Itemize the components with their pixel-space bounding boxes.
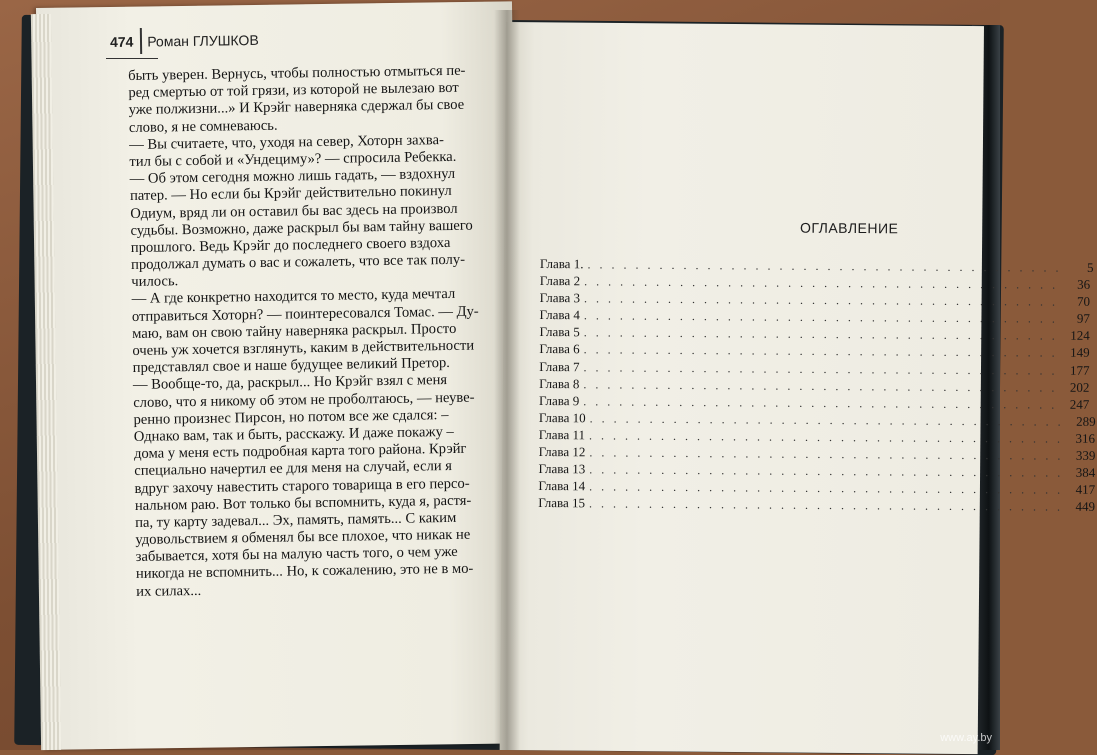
text-line: патер. — Но если бы Крэйг действительно покинул (129, 183, 452, 205)
text-line: па, ту карту задевал... Эх, память, память... С каким (135, 509, 457, 531)
text-line: ренно произнес Пирсон, но потом все же сдался: – (133, 406, 449, 428)
toc-leader-dots: . . . . . . . . . . . . . . . . . . . . . . . . . . . . . . . . . . . . . . . . (587, 257, 1062, 275)
text-line: — Об этом сегодня можно лишь гадать, — вздохнул (129, 166, 456, 188)
text-line: Одиум, вряд ли он оставил бы вас здесь на произвол (130, 200, 458, 222)
text-line: быть уверен. Вернусь, чтобы полностью отмыться пе- (128, 62, 466, 84)
text-line: — А где конкретно находится то место, куда мечтал (131, 286, 456, 308)
toc-page-number: 289 (1076, 413, 1096, 429)
toc-chapter-label: Глава 7 (539, 358, 580, 374)
toc-title: ОГЛАВЛЕНИЕ (799, 219, 899, 237)
toc-page-number: 339 (1075, 447, 1096, 463)
toc-page-number: 384 (1075, 464, 1096, 481)
table-of-contents (538, 256, 1096, 515)
text-line: удовольствием я обменял бы все плохое, что никак не (135, 526, 471, 549)
toc-leader-dots: . . . . . . . . . . . . . . . . . . . . . . . . . . . . . . . . . . . . . . . . (589, 496, 1064, 514)
toc-leader-dots: . . . . . . . . . . . . . . . . . . . . . . . . . . . . . . . . . . . . . . . . (589, 479, 1064, 497)
body-text (128, 62, 508, 601)
toc-chapter-label: Глава 3 (539, 290, 581, 306)
toc-chapter-label: Глава 1. (539, 256, 584, 272)
text-line: очень уж хочется взглянуть, каким в действительности (132, 337, 475, 359)
text-line: тил бы с собой и «Ундециму»? — спросила Ребекка. (129, 148, 457, 170)
text-line: дома у меня есть подробная карта того района. Крэйг (133, 440, 467, 463)
header-divider (140, 28, 142, 54)
toc-leader-dots: . . . . . . . . . . . . . . . . . . . . . . . . . . . . . . . . . . . . . . . . (583, 376, 1058, 395)
text-line: представлял свое и наше будущее великий Претор. (132, 355, 451, 377)
toc-leader-dots: . . . . . . . . . . . . . . . . . . . . . . . . . . . . . . . . . . . . . . . . (589, 462, 1064, 480)
toc-page-number: 417 (1075, 481, 1096, 498)
header-underline (106, 58, 158, 59)
text-line: их силах... (136, 582, 202, 600)
toc-chapter-label: Глава 11 (538, 426, 586, 443)
toc-page-number: 449 (1075, 499, 1096, 515)
toc-page-number: 124 (1070, 328, 1090, 344)
page-number: 474 (109, 33, 134, 50)
toc-chapter-label: Глава 8 (539, 375, 580, 391)
toc-page-number: 202 (1069, 379, 1090, 395)
text-line: — Вы считаете, что, уходя на север, Хоторн захва- (129, 131, 445, 153)
text-line: чилось. (131, 273, 179, 291)
text-line: вдруг захочу навестить старого товарища в его персо- (134, 475, 470, 497)
toc-leader-dots: . . . . . . . . . . . . . . . . . . . . . . . . . . . . . . . . . . . . . . . . (583, 394, 1058, 412)
toc-leader-dots: . . . . . . . . . . . . . . . . . . . . . . . . . . . . . . . . . . . . . . . . (589, 411, 1064, 429)
toc-chapter-label: Глава 4 (539, 307, 580, 323)
toc-page-number: 5 (1086, 259, 1094, 275)
text-line: слово, я не сомневаюсь. (128, 117, 278, 136)
toc-chapter-label: Глава 14 (538, 478, 586, 494)
text-line: ред смертью от той грязи, из которой не вылезаю вот (128, 79, 459, 102)
running-head-author: Роман ГЛУШКОВ (147, 31, 259, 50)
text-line: слово, что я никому об этом не проболтаюсь, — неуве- (133, 389, 475, 411)
toc-leader-dots: . . . . . . . . . . . . . . . . . . . . . . . . . . . . . . . . . . . . . . . . (583, 325, 1058, 343)
toc-chapter-label: Глава 6 (539, 341, 580, 357)
text-line: маю, вам он свою тайну наверняка раскрыл. Просто (132, 320, 457, 342)
toc-chapter-label: Глава 2 (539, 273, 581, 289)
toc-page-number: 36 (1077, 276, 1091, 292)
toc-chapter-label: Глава 9 (538, 392, 580, 409)
toc-leader-dots: . . . . . . . . . . . . . . . . . . . . . . . . . . . . . . . . . . . . . . . . (583, 308, 1058, 326)
text-line: Однако вам, так и быть, расскажу. И даже покажу – (133, 423, 454, 445)
toc-leader-dots: . . . . . . . . . . . . . . . . . . . . . . . . . . . . . . . . . . . . . . . . (589, 445, 1064, 463)
text-line: судьбы. Возможно, даже раскрыл бы вам тайну вашего (130, 217, 473, 239)
toc-leader-dots: . . . . . . . . . . . . . . . . . . . . . . . . . . . . . . . . . . . . . . . . (583, 342, 1058, 361)
toc-leader-dots: . . . . . . . . . . . . . . . . . . . . . . . . . . . . . . . . . . . . . . . . (584, 274, 1059, 292)
toc-page-number: 97 (1076, 311, 1090, 327)
toc-chapter-label: Глава 10 (538, 409, 586, 426)
toc-chapter-label: Глава 15 (538, 495, 586, 511)
toc-row (538, 495, 1096, 515)
text-line: специально начертил ее для меня на случай, если я (134, 458, 453, 480)
text-line: уже полжизни...» И Крэйг наверняка сдержал бы свое (128, 97, 465, 119)
toc-page-number: 149 (1070, 345, 1090, 361)
toc-leader-dots: . . . . . . . . . . . . . . . . . . . . . . . . . . . . . . . . . . . . . . . . (583, 291, 1059, 309)
toc-page-number: 316 (1075, 430, 1096, 446)
text-line: отправиться Хоторн? — поинтересовался Томас. — Ду- (131, 303, 479, 325)
toc-page-number: 247 (1069, 396, 1090, 412)
toc-leader-dots: . . . . . . . . . . . . . . . . . . . . . . . . . . . . . . . . . . . . . . . . (589, 428, 1064, 446)
watermark: www.ay.by (940, 732, 992, 744)
text-line: никогда не вспомнить... Но, к сожалению, это не в мо- (135, 561, 474, 583)
toc-chapter-label: Глава 13 (538, 461, 586, 477)
toc-page-number: 177 (1069, 362, 1090, 378)
page-header (110, 32, 259, 50)
text-line: прошлого. Ведь Крэйг до последнего своего вздоха (130, 234, 451, 256)
text-line: нальном раю. Вот только бы вспомнить, куда я, растя- (134, 492, 472, 514)
text-line: — Вообще-то, да, раскрыл... Но Крэйг взял с меня (132, 372, 448, 394)
toc-chapter-label: Глава 12 (538, 444, 586, 460)
text-line: забывается, хотя бы на малую часть того, о чем уже (135, 544, 458, 566)
toc-leader-dots: . . . . . . . . . . . . . . . . . . . . . . . . . . . . . . . . . . . . . . . . (583, 359, 1058, 378)
text-line: продолжал думать о вас и сожалеть, что все так полу- (130, 251, 466, 274)
toc-chapter-label: Глава 5 (539, 324, 580, 340)
toc-page-number: 70 (1076, 293, 1091, 310)
